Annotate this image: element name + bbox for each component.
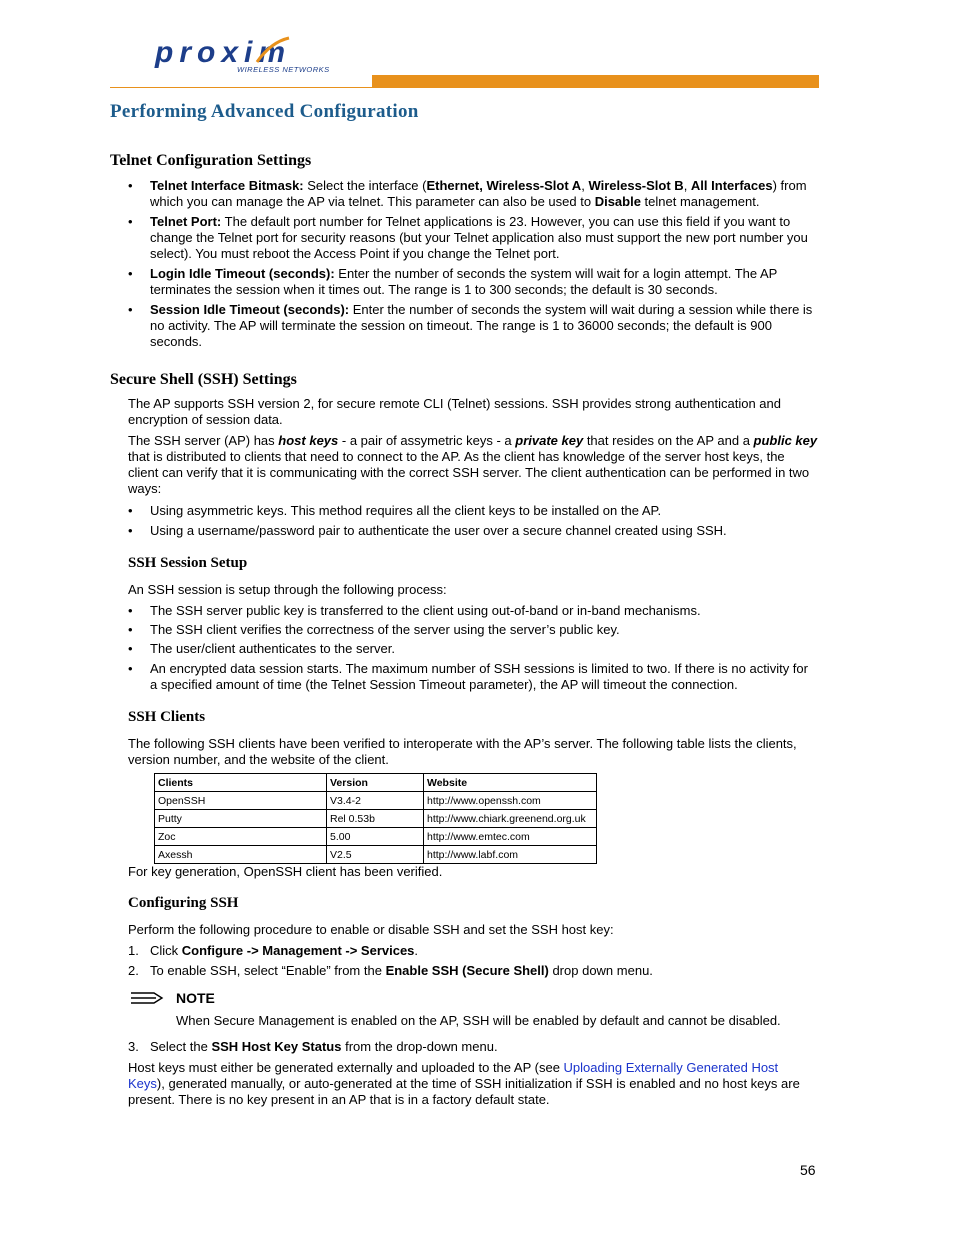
session-setup-heading: SSH Session Setup (128, 555, 248, 571)
host-keys-paragraph: Host keys must either be generated externally and uploaded to the AP (see Uploading Externally Generated Host Keys), generated manually, or auto-generated at the time of SSH initialization if SSH is enabled and no host keys are present. There is no key present in an AP that is in a factory default state. (128, 1060, 800, 1107)
column-header: Clients (155, 774, 327, 792)
clients-intro: The following SSH clients have been verified to interoperate with the AP’s server. The following table lists the clients, version number, and the website of the client. (128, 736, 797, 767)
table-cell: http://www.labf.com (424, 846, 597, 864)
column-header: Website (424, 774, 597, 792)
session-setup-intro: An SSH session is setup through the following process: (128, 582, 447, 597)
table-cell: V3.4-2 (327, 792, 424, 810)
table-cell: http://www.chiark.greenend.org.uk (424, 810, 597, 828)
table-header-row (155, 774, 597, 792)
table-cell: OpenSSH (155, 792, 327, 810)
clients-heading: SSH Clients (128, 709, 206, 725)
header-rule (110, 87, 819, 88)
ssh-host-keys-paragraph: The SSH server (AP) has host keys - a pair of assymetric keys - a private key that resides on the AP and a public key that is distributed to clients that need to connect to the AP. As the client has knowledge of the server host keys, the client can verify that it is communicating with the correct SSH server. The client authentication can be performed in two ways: (128, 433, 818, 496)
note-arrow-icon (130, 991, 164, 1005)
item-label: Login Idle Timeout (seconds): (150, 266, 335, 281)
logo-tagline: WIRELESS NETWORKS (237, 65, 330, 74)
table-cell: Putty (155, 810, 327, 828)
table-row (155, 810, 597, 828)
item-label: Telnet Interface Bitmask: (150, 178, 304, 193)
telnet-heading: Telnet Configuration Settings (110, 152, 312, 169)
ssh-heading: Secure Shell (SSH) Settings (110, 371, 297, 388)
uploading-host-keys-link[interactable]: Uploading Externally Generated Host Keys (128, 1060, 779, 1091)
item-label: Session Idle Timeout (seconds): (150, 302, 350, 317)
table-cell: http://www.openssh.com (424, 792, 597, 810)
clients-after-note: For key generation, OpenSSH client has been verified. (128, 864, 443, 879)
column-header: Version (327, 774, 424, 792)
table-cell: Rel 0.53b (327, 810, 424, 828)
note-text: When Secure Management is enabled on the AP, SSH will be enabled by default and cannot be disabled. (176, 1013, 781, 1028)
item-label: Telnet Port: (150, 214, 222, 229)
note-label: NOTE (176, 990, 215, 1006)
table-cell: http://www.emtec.com (424, 828, 597, 846)
proxim-logo (155, 36, 330, 80)
logo-swoosh-icon (253, 36, 293, 66)
page-number: 56 (800, 1162, 816, 1178)
configuring-intro: Perform the following procedure to enable or disable SSH and set the SSH host key: (128, 922, 614, 937)
table-row (155, 846, 597, 864)
ssh-clients-table (154, 773, 597, 864)
table-cell: Zoc (155, 828, 327, 846)
table-cell: V2.5 (327, 846, 424, 864)
table-row (155, 792, 597, 810)
configuring-heading: Configuring SSH (128, 895, 239, 911)
table-row (155, 828, 597, 846)
table-cell: Axessh (155, 846, 327, 864)
logo-wordmark: proxim (155, 36, 292, 69)
table-cell: 5.00 (327, 828, 424, 846)
page-title: Performing Advanced Configuration (110, 101, 419, 122)
ssh-intro: The AP supports SSH version 2, for secure remote CLI (Telnet) sessions. SSH provides strong authentication and encryption of session data. (128, 396, 781, 427)
